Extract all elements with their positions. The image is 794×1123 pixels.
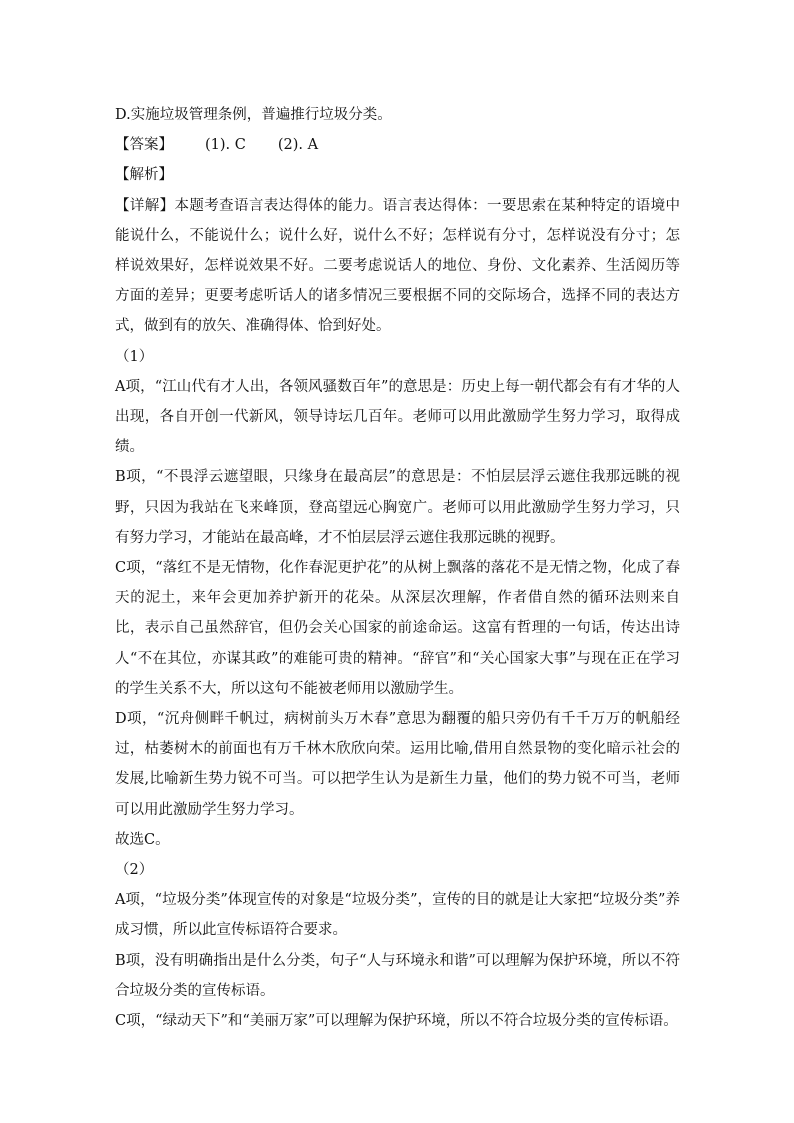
question-2-label: （2） [115, 862, 154, 879]
q1-option-a: A项，“江山代有才人出，各领风骚数百年”的意思是：历史上每一朝代都会有有才华的人出现，各自开创一代新风，领导诗坛几百年。老师可以用此激励学生努力学习，取得成绩。 [115, 378, 680, 456]
detail-paragraph: 【详解】本题考查语言表达得体的能力。语言表达得体：一要思索在某种特定的语境中能说什么，不能说什么；说什么好，说什么不好；怎样说有分寸，怎样说没有分寸；怎样说效果好，怎样说效果不好。二要考虑说话人的地位、身份、文化素养、生活阅历等方面的差异；更要考虑听话人的诸多情况三要根据不同的交际场合，选择不同的表达方式，做到有的放矢、准确得体、恰到好处。 [115, 197, 680, 335]
option-d-line: D.实施垃圾管理条例，普遍推行垃圾分类。 [115, 107, 392, 123]
answer-2: (2). A [277, 137, 319, 154]
q1-option-d: D项，“沉舟侧畔千帆过，病树前头万木春”意思为翻覆的船只旁仍有千千万万的帆船经过，枯萎树木的前面也有万千林木欣欣向荣。运用比喻,借用自然景物的变化暗示社会的发展,比喻新生势力锐不可当。可以把学生认为是新生力量，他们的势力锐不可当，老师可以用此激励学生努力学习。 [115, 711, 680, 818]
analysis-label: 【解析】 [115, 167, 173, 184]
answer-label: 【答案】 [115, 137, 173, 154]
question-1-label: （1） [115, 348, 154, 365]
q2-option-c: C项，“绿动天下”和“美丽万家”可以理解为保护环境，所以不符合垃圾分类的宣传标语。 [115, 1013, 678, 1030]
answer-line [115, 130, 680, 160]
q2-option-a: A项，“垃圾分类”体现宣传的对象是“垃圾分类”，宣传的目的就是让大家把“垃圾分类”养成习惯，所以此宣传标语符合要求。 [115, 892, 680, 939]
q1-option-c: C项，“落红不是无情物，化作春泥更护花”的从树上飘落的落花不是无情之物，化成了春天的泥土，来年会更加养护新开的花朵。从深层次理解，作者借自然的循环法则来自比，表示自己虽然辞官，但仍会关心国家的前途命运。这富有哲理的一句话，传达出诗人“不在其位，亦谋其政”的难能可贵的精神。“辞官”和“关心国家大事”与现在正在学习的学生关系不大，所以这句不能被老师用以激励学生。 [115, 560, 680, 697]
q2-option-b: B项，没有明确指出是什么分类，句子“人与环境永和谐”可以理解为保护环境，所以不符合垃圾分类的宣传标语。 [115, 952, 680, 999]
q1-option-b: B项，“不畏浮云遮望眼，只缘身在最高层”的意思是：不怕层层浮云遮住我那远眺的视野，只因为我站在飞来峰顶，登高望远心胸宽广。老师可以用此激励学生努力学习，只有努力学习，才能站在最高峰，才不怕层层浮云遮住我那远眺的视野。 [115, 469, 680, 546]
answer-1: (1). C [205, 137, 246, 154]
q1-choice: 故选C。 [115, 831, 170, 848]
document-page [115, 100, 680, 1036]
